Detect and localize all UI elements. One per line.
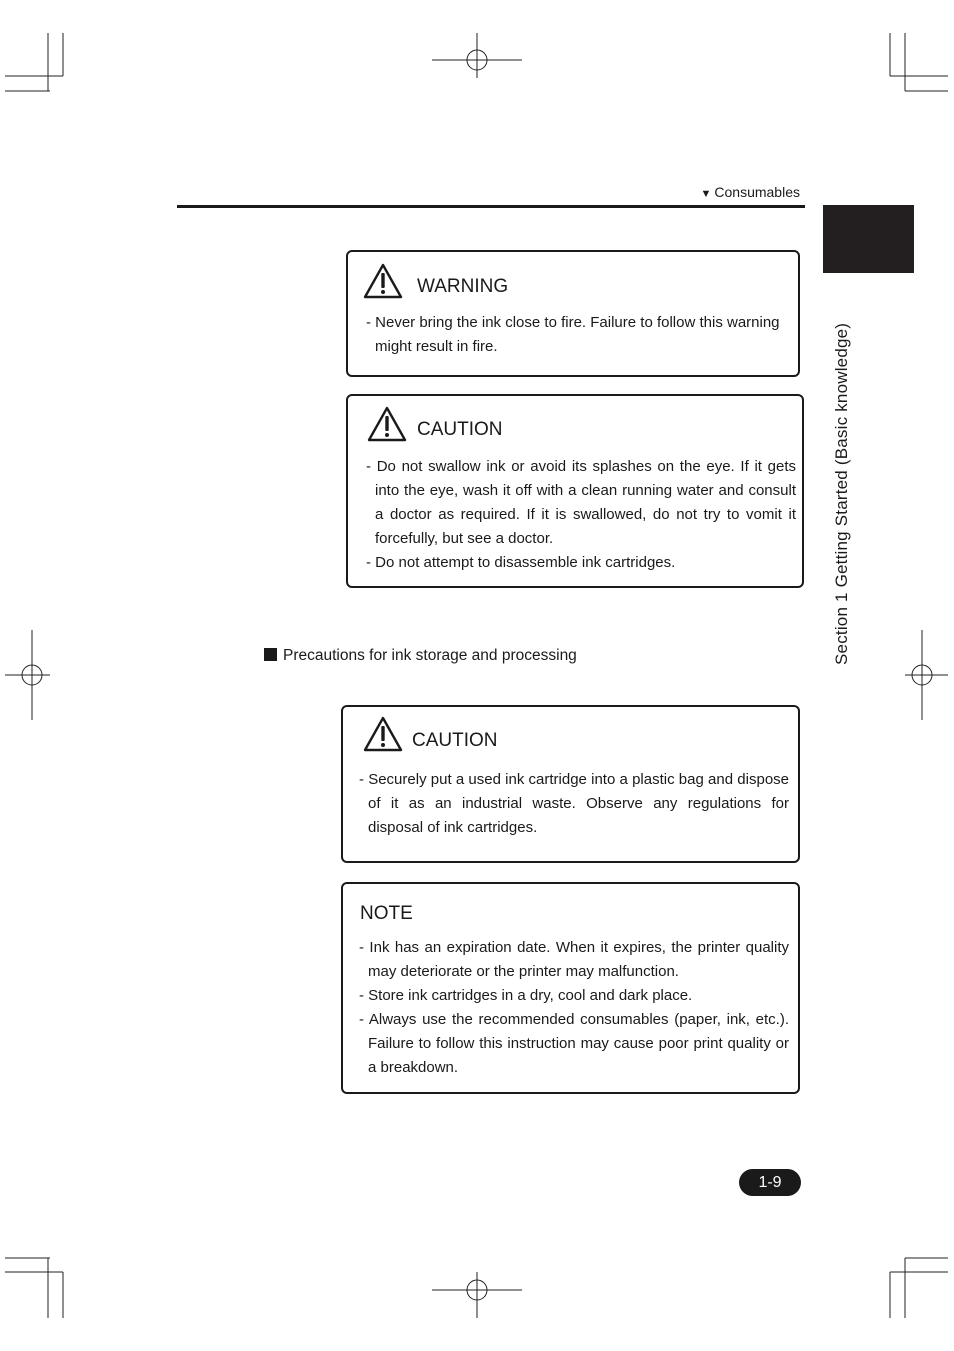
note-item: - Always use the recommended consumables (paper, ink, etc.). Failure to follow this instruction may cause poor print quality or a breakdown.: [359, 1011, 789, 1076]
note-box: [341, 882, 800, 1094]
warning-box: [346, 250, 800, 377]
triangle-down-icon: ▼: [700, 188, 712, 200]
section-heading-text: Precautions for ink storage and processing: [283, 647, 577, 664]
caution-box-ink-contact: [346, 394, 804, 588]
caution-body: [366, 455, 796, 575]
warning-body: [366, 311, 796, 359]
caution-item: - Do not swallow ink or avoid its splashes on the eye. If it gets into the eye, wash it off with a clean running water and consult a doctor as required. If it is swallowed, do not try to vomit it forcefully, but see a doctor.: [366, 458, 796, 547]
warning-triangle-icon: [367, 406, 407, 442]
caution-title: CAUTION: [412, 730, 498, 751]
note-item: - Store ink cartridges in a dry, cool and dark place.: [359, 987, 693, 1004]
note-body: [359, 936, 789, 1080]
page-number-badge: 1-9: [739, 1169, 801, 1196]
side-section-label: Section 1 Getting Started (Basic knowledge): [832, 322, 851, 665]
square-bullet-icon: [264, 648, 277, 661]
warning-item: - Never bring the ink close to fire. Failure to follow this warning might result in fire.: [366, 314, 780, 355]
caution-body: [359, 768, 789, 840]
header-section-label: [600, 184, 800, 200]
caution-item: - Do not attempt to disassemble ink cartridges.: [366, 554, 676, 571]
warning-triangle-icon: [363, 263, 403, 299]
warning-triangle-icon: [363, 716, 403, 752]
warning-title: WARNING: [417, 276, 509, 297]
header-rule: [177, 205, 805, 208]
caution-box-disposal: [341, 705, 800, 863]
note-item: - Ink has an expiration date. When it expires, the printer quality may deteriorate or the printer may malfunction.: [359, 939, 789, 980]
caution-title: CAUTION: [417, 419, 503, 440]
note-title: NOTE: [360, 903, 413, 924]
section-heading: [264, 647, 577, 665]
header-label-text: Consumables: [714, 184, 800, 200]
caution-item: - Securely put a used ink cartridge into a plastic bag and dispose of it as an industrial waste. Observe any regulations for disposal of ink cartridges.: [359, 771, 789, 836]
